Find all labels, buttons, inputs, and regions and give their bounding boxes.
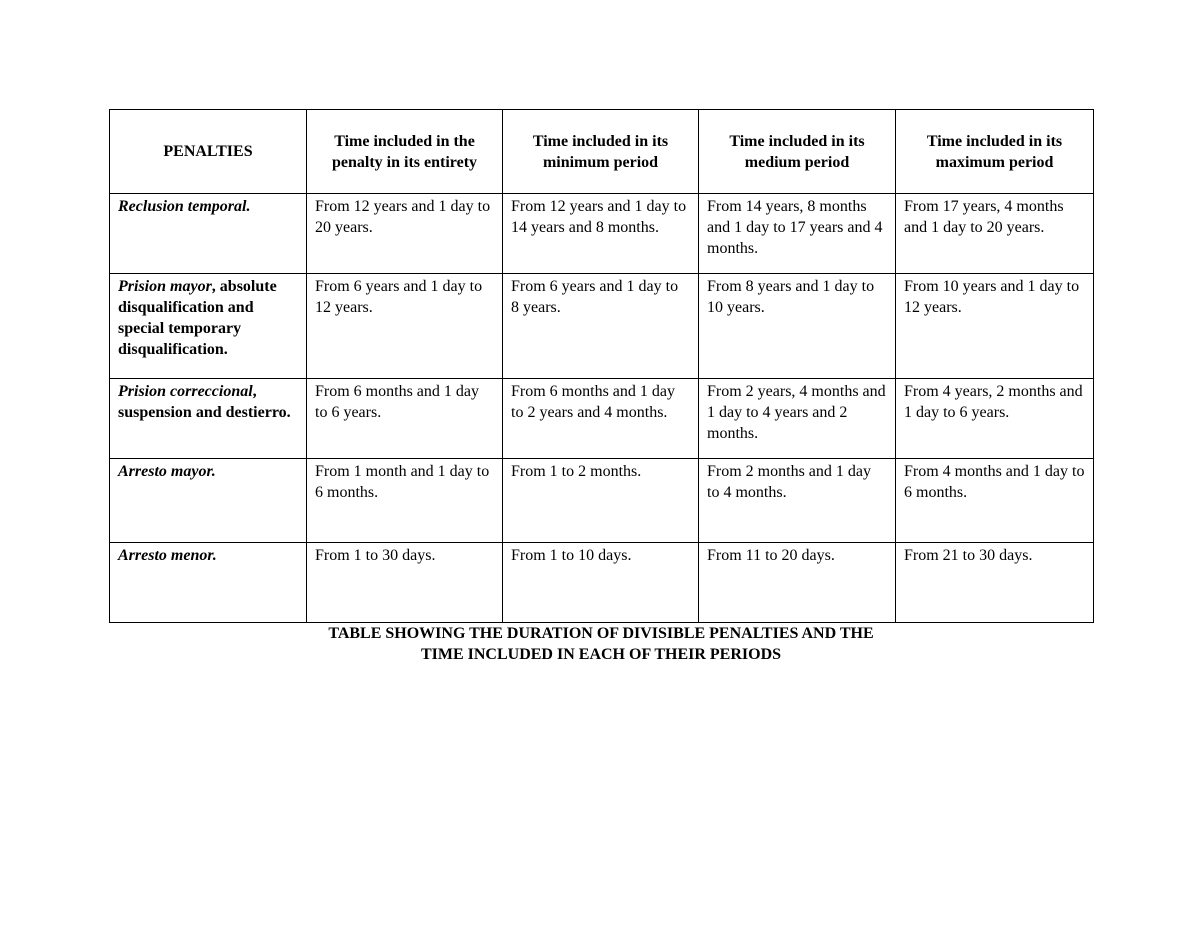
medium-cell: From 2 months and 1 day to 4 months. [699, 459, 896, 543]
header-minimum: Time included in its minimum period [503, 110, 699, 194]
maximum-cell: From 21 to 30 days. [896, 543, 1094, 623]
minimum-cell: From 6 months and 1 day to 2 years and 4 months. [503, 379, 699, 459]
penalty-rest: , suspension and destierro. [118, 383, 291, 421]
header-entirety: Time included in the penalty in its entirety [307, 110, 503, 194]
maximum-cell: From 4 months and 1 day to 6 months. [896, 459, 1094, 543]
medium-cell: From 14 years, 8 months and 1 day to 17 years and 4 months. [699, 194, 896, 274]
table-header-row [110, 110, 1094, 194]
penalty-name: Arresto mayor. [118, 463, 216, 480]
penalty-cell [110, 459, 307, 543]
caption-line-2: TIME INCLUDED IN EACH OF THEIR PERIODS [420, 646, 782, 663]
penalties-table [109, 109, 1094, 623]
minimum-cell: From 1 to 10 days. [503, 543, 699, 623]
maximum-cell: From 17 years, 4 months and 1 day to 20 years. [896, 194, 1094, 274]
medium-cell: From 8 years and 1 day to 10 years. [699, 274, 896, 379]
table-row [110, 379, 1094, 459]
penalty-cell [110, 274, 307, 379]
table-row [110, 194, 1094, 274]
minimum-cell: From 1 to 2 months. [503, 459, 699, 543]
entirety-cell: From 1 month and 1 day to 6 months. [307, 459, 503, 543]
penalty-name: Arresto menor. [118, 547, 217, 564]
header-penalties: PENALTIES [110, 110, 307, 194]
entirety-cell: From 6 years and 1 day to 12 years. [307, 274, 503, 379]
penalty-cell [110, 543, 307, 623]
maximum-cell: From 4 years, 2 months and 1 day to 6 years. [896, 379, 1094, 459]
penalty-cell [110, 194, 307, 274]
entirety-cell: From 12 years and 1 day to 20 years. [307, 194, 503, 274]
caption-line-1: TABLE SHOWING THE DURATION OF DIVISIBLE PENALTIES AND THE [328, 625, 874, 642]
table-caption [109, 623, 1093, 665]
table-row [110, 543, 1094, 623]
maximum-cell: From 10 years and 1 day to 12 years. [896, 274, 1094, 379]
penalty-rest: , absolute disqualification and special temporary disqualification. [118, 278, 277, 358]
medium-cell: From 11 to 20 days. [699, 543, 896, 623]
penalty-name: Prision correccional [118, 383, 253, 400]
penalty-name: Reclusion temporal. [118, 198, 251, 215]
penalty-cell [110, 379, 307, 459]
table-row [110, 459, 1094, 543]
entirety-cell: From 1 to 30 days. [307, 543, 503, 623]
header-medium: Time included in its medium period [699, 110, 896, 194]
minimum-cell: From 6 years and 1 day to 8 years. [503, 274, 699, 379]
table-row [110, 274, 1094, 379]
penalty-name: Prision mayor [118, 278, 212, 295]
header-maximum: Time included in its maximum period [896, 110, 1094, 194]
minimum-cell: From 12 years and 1 day to 14 years and 8 months. [503, 194, 699, 274]
entirety-cell: From 6 months and 1 day to 6 years. [307, 379, 503, 459]
medium-cell: From 2 years, 4 months and 1 day to 4 years and 2 months. [699, 379, 896, 459]
